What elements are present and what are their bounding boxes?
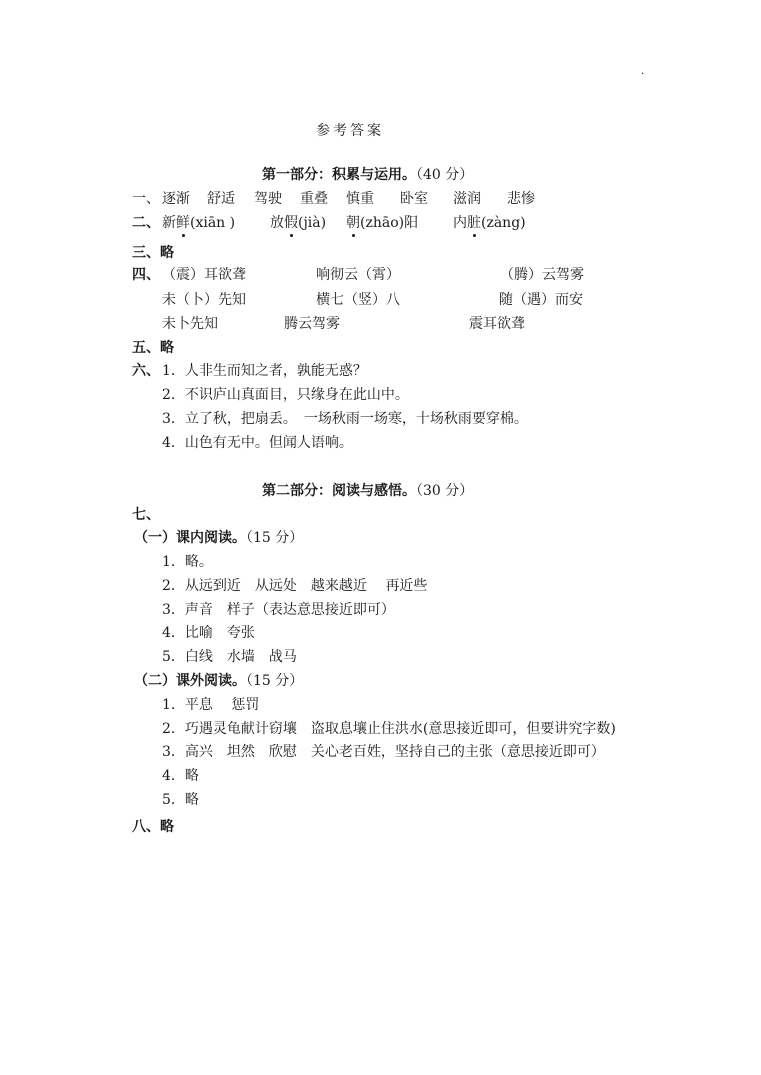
q2-item-dotted-char: 朝 — [346, 215, 360, 231]
q4-cell: 随（遇）而安 — [499, 292, 583, 308]
q7-sub1-score: （15 分） — [246, 530, 304, 546]
q7-sub1-item: 3．声音 样子（表达意思接近即可） — [162, 602, 395, 618]
q7-sub2-item: 1．平息 惩罚 — [162, 697, 260, 713]
part2-heading — [262, 482, 473, 500]
q7-sub2-item: 3．高兴 坦然 欣慰 关心老百姓，坚持自己的主张（意思接近即可） — [162, 744, 605, 760]
q7-sub2-heading — [134, 672, 303, 690]
q2-item-dotted-char: 假 — [284, 215, 298, 231]
q6-label: 六、 — [132, 363, 160, 379]
part2-score: （30 分） — [416, 483, 474, 499]
q1-label: 一、 — [132, 191, 160, 207]
page-title: 参考答案 — [316, 123, 384, 139]
q7-sub2-score: （15 分） — [246, 673, 304, 689]
part1-score: （40 分） — [416, 167, 474, 183]
q4-cell: 震耳欲聋 — [469, 316, 525, 332]
q1-word: 舒适 — [207, 191, 235, 207]
part1-heading — [262, 166, 473, 184]
q8-label: 八、略 — [132, 819, 174, 835]
q4-cell: 未卜先知 — [162, 316, 218, 332]
q6-item: 2．不识庐山真面目，只缘身在此山中。 — [162, 387, 409, 403]
q1-word: 悲惨 — [507, 191, 535, 207]
q4-cell: （震）耳欲聋 — [162, 267, 246, 283]
q1-word: 滋润 — [453, 191, 481, 207]
q4-label: 四、 — [132, 267, 160, 283]
q5-label: 五、略 — [132, 340, 174, 356]
q4-cell: 横七（竖）八 — [316, 292, 400, 308]
q6-item: 1．人非生而知之者，孰能无惑？ — [162, 363, 367, 379]
q2-item-pre: 放 — [270, 215, 284, 231]
q2-item-2 — [270, 214, 326, 232]
part1-heading-text: 第一部分：积累与运用。 — [262, 167, 416, 183]
q1-word: 卧室 — [400, 191, 428, 207]
q2-item-pre: 内 — [453, 215, 467, 231]
q2-item-pinyin: (zhāo)阳 — [360, 215, 419, 231]
q4-cell: 响彻云（霄） — [316, 267, 400, 283]
q7-sub2-heading-text: （二）课外阅读。 — [134, 673, 246, 689]
q2-item-pinyin: (jià) — [298, 215, 327, 231]
q1-word: 驾驶 — [254, 191, 282, 207]
q3-label: 三、略 — [132, 245, 174, 261]
q7-sub1-item: 2．从远到近 从远处 越来越近 再近些 — [162, 578, 428, 594]
q4-cell: 未（卜）先知 — [162, 292, 246, 308]
q7-sub1-item: 5．白线 水墙 战马 — [162, 649, 297, 665]
q7-label: 七、 — [132, 507, 160, 523]
q2-item-pinyin: (xiān ) — [190, 215, 236, 231]
q7-sub1-heading — [134, 529, 303, 547]
q2-label: 二、 — [132, 215, 160, 231]
q6-item: 3．立了秋，把扇丢。 一场秋雨一场寒，十场秋雨要穿棉。 — [162, 411, 528, 427]
q2-item-dotted-char: 鲜 — [176, 215, 190, 231]
q2-item-dotted-char: 脏 — [467, 215, 481, 231]
corner-mark: · — [641, 69, 645, 80]
q2-item-pinyin: (zàng) — [481, 215, 526, 231]
q7-sub1-heading-text: （一）课内阅读。 — [134, 530, 246, 546]
q2-item-4 — [453, 214, 526, 232]
q7-sub1-item: 1．略。 — [162, 554, 213, 570]
q1-word: 逐渐 — [162, 191, 190, 207]
q4-cell: 腾云驾雾 — [284, 316, 340, 332]
q1-word: 慎重 — [346, 191, 374, 207]
part2-heading-text: 第二部分：阅读与感悟。 — [262, 483, 416, 499]
q2-item-pre: 新 — [162, 215, 176, 231]
q7-sub2-item: 5．略 — [162, 792, 199, 808]
q2-item-3 — [346, 214, 418, 232]
q7-sub1-item: 4．比喻 夸张 — [162, 625, 255, 641]
q6-item: 4．山色有无中。但闻人语响。 — [162, 435, 353, 451]
q7-sub2-item: 2．巧遇灵龟献计窃壤 盗取息壤止住洪水(意思接近即可，但要讲究字数) — [162, 721, 616, 737]
q1-word: 重叠 — [300, 191, 328, 207]
q4-cell: （腾）云驾雾 — [500, 267, 584, 283]
q2-item-1 — [162, 214, 235, 232]
q7-sub2-item: 4．略 — [162, 768, 199, 784]
